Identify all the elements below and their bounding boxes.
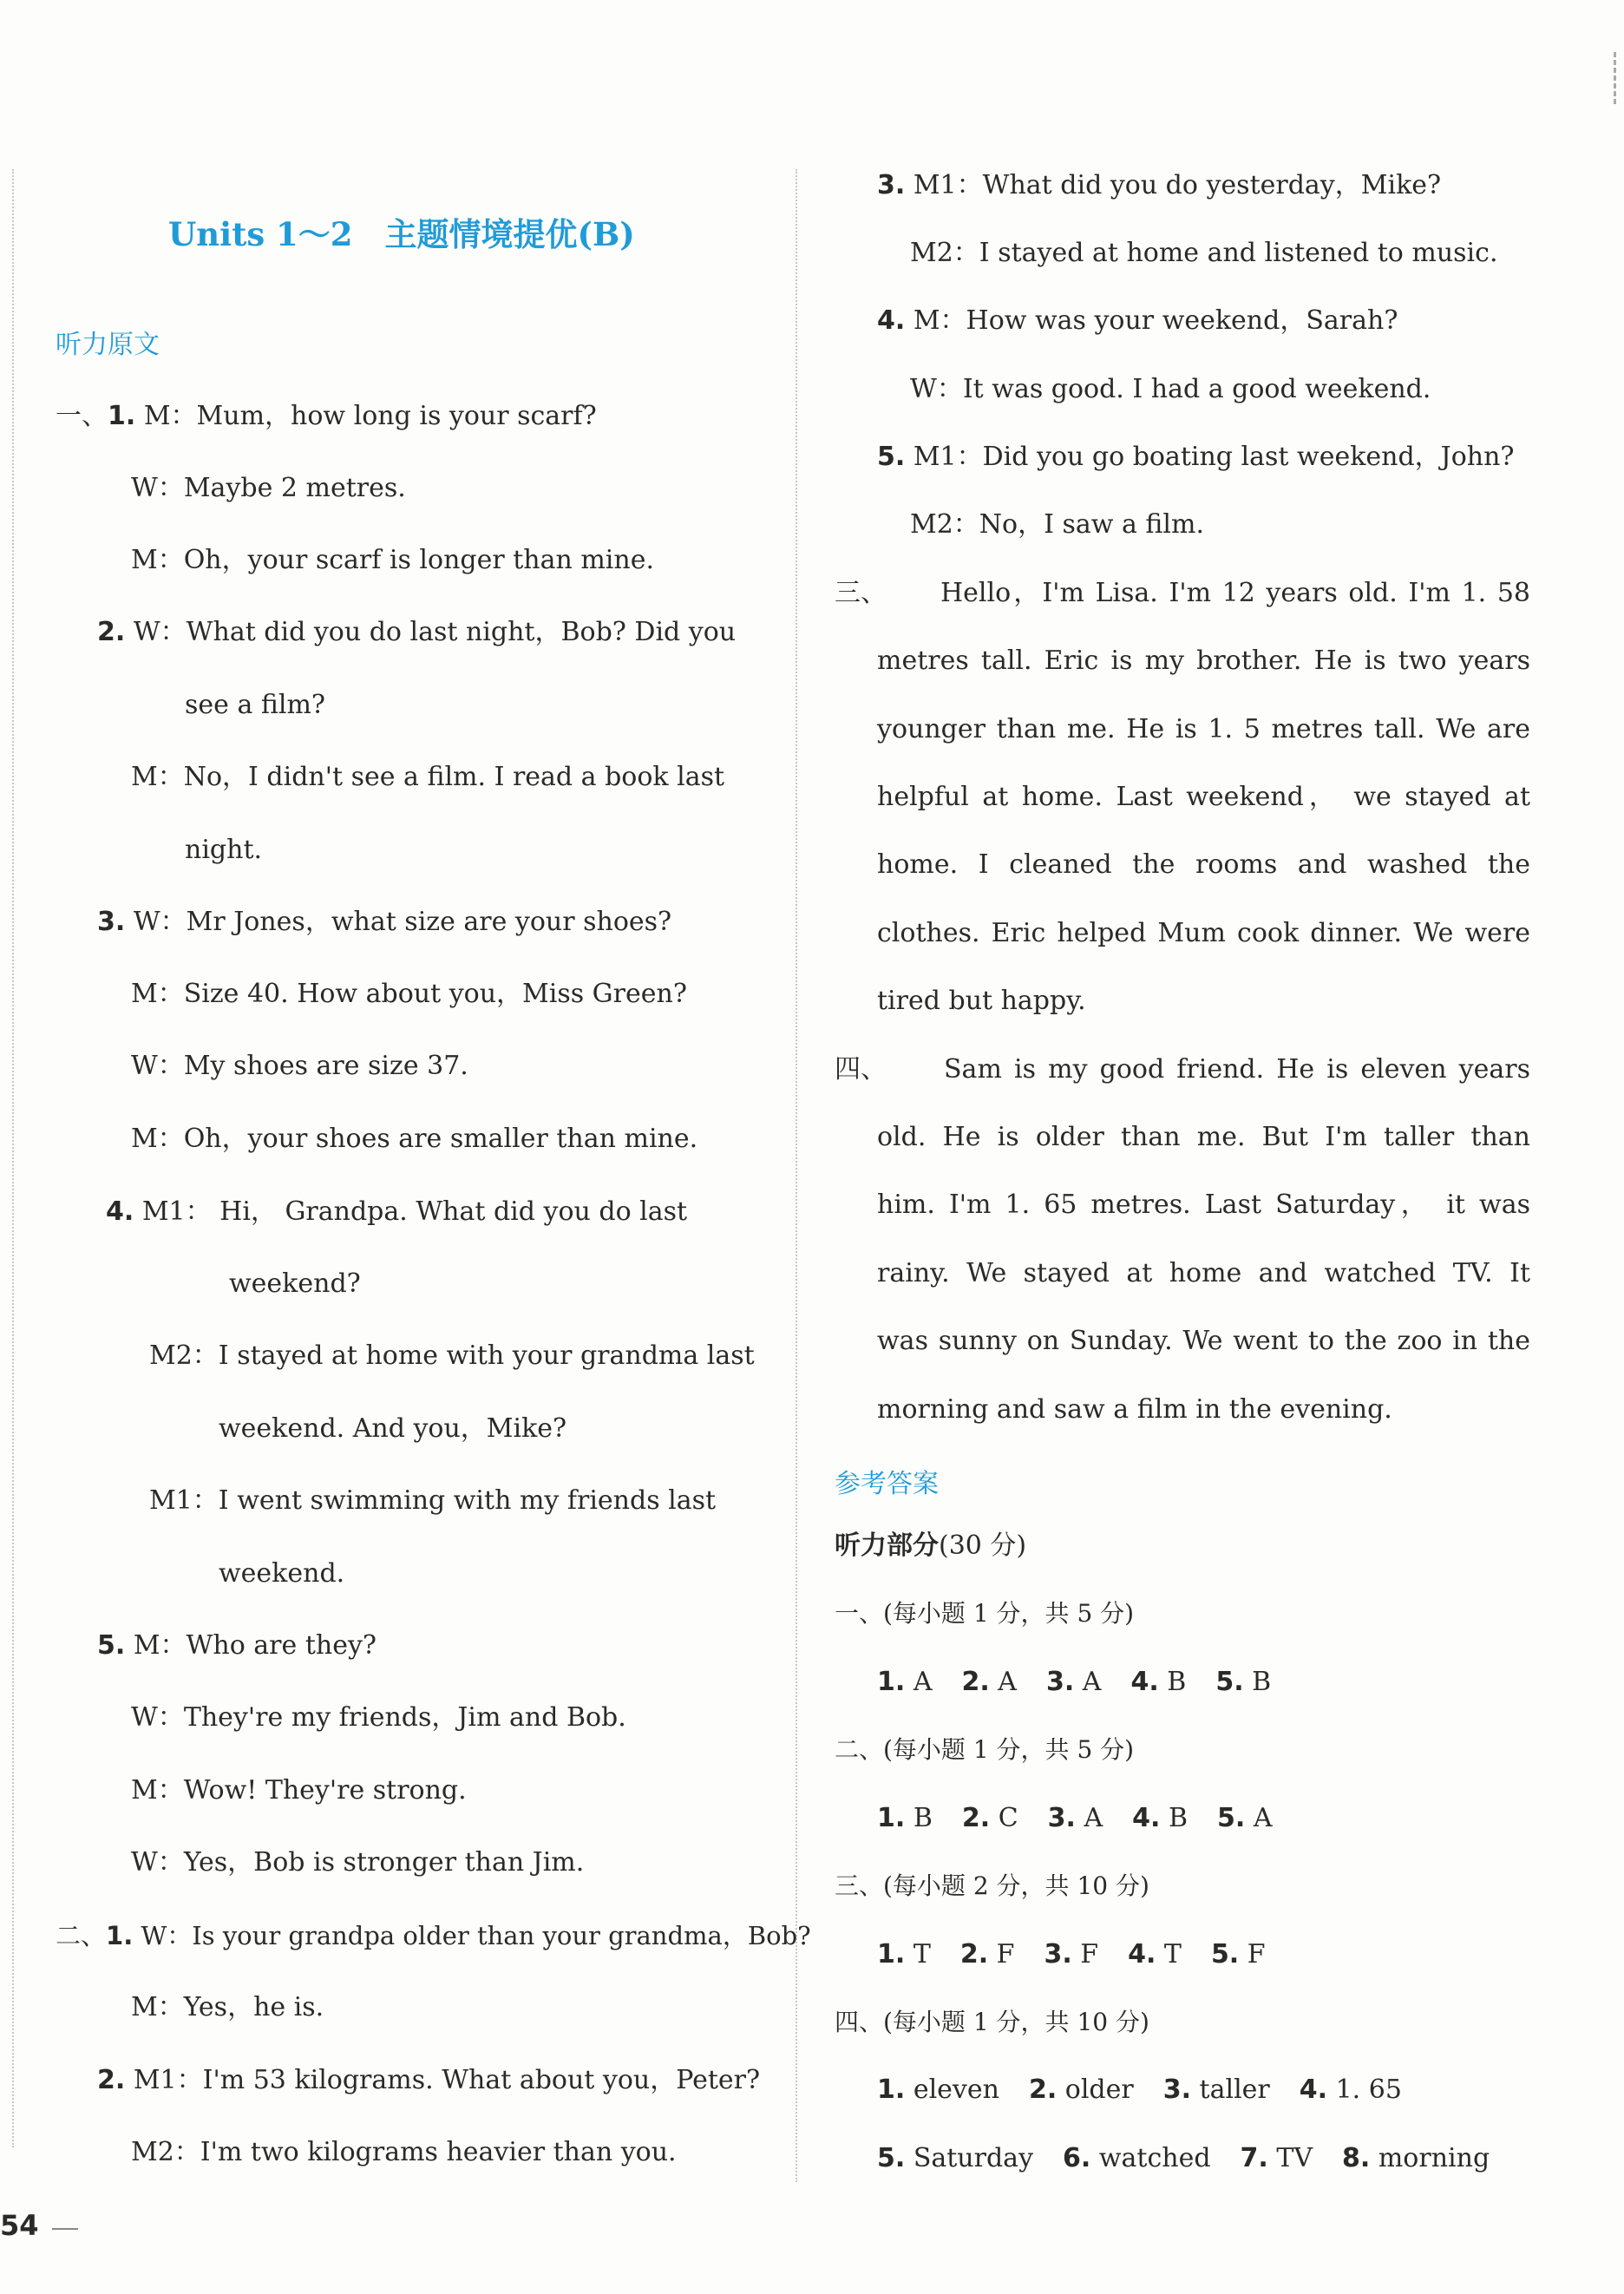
answer-value: morning: [1370, 2143, 1490, 2173]
top-right-marks: [1614, 52, 1619, 104]
answer-value: taller: [1191, 2074, 1270, 2105]
answer-value: C: [990, 1803, 1018, 1833]
answer-value: A: [1074, 1667, 1102, 1697]
answer-number: 3.: [1044, 1939, 1072, 1970]
answer-number: 2.: [959, 1939, 989, 1970]
answer-item: [1063, 2143, 1211, 2174]
answer-value: B: [1243, 1667, 1272, 1697]
answer-item: [1241, 2143, 1313, 2174]
transcript-line: W：Yes，Bob is stronger than Jim.: [131, 1847, 585, 1878]
transcript-line: see a film?: [185, 690, 325, 720]
answer-value: A: [1245, 1803, 1273, 1833]
answer-item: [1217, 1803, 1272, 1834]
answer-item: [1211, 1939, 1266, 1970]
answer-number: 8.: [1342, 2143, 1371, 2173]
answer-number: 1.: [877, 1939, 906, 1970]
answer-item: [1046, 1667, 1101, 1698]
transcript-line: 5. M：Who are they?: [97, 1630, 377, 1661]
answer-item: [962, 1803, 1018, 1834]
transcript-line: M：Yes，he is.: [131, 1992, 324, 2022]
answer-value: F: [988, 1939, 1015, 1970]
transcript-line: night.: [185, 835, 263, 865]
paragraph-line: home. I cleaned the rooms and washed the: [877, 849, 1530, 880]
paragraph-line: was sunny on Sunday. We went to the zoo in the: [877, 1326, 1530, 1356]
transcript-line: 3. M1：What did you do yesterday，Mike?: [877, 170, 1442, 200]
answer-item: [1342, 2143, 1490, 2174]
page-title: Units 1～2 主题情境提优(B): [168, 215, 635, 253]
answer-row: [877, 1803, 1302, 1834]
part-marker: 三、: [835, 578, 887, 608]
answer-value: 1. 65: [1327, 2074, 1402, 2105]
answer-number: 4.: [1299, 2074, 1328, 2105]
answer-heading: 四、(每小题 1 分，共 10 分): [835, 2008, 1149, 2036]
transcript-line: M：Size 40. How about you，Miss Green?: [131, 979, 687, 1009]
paragraph-line: rainy. We stayed at home and watched TV. It: [877, 1258, 1530, 1288]
paragraph-line: tired but happy.: [877, 986, 1086, 1016]
transcript-line: W：They're my friends，Jim and Bob.: [131, 1702, 626, 1733]
answer-number: 3.: [1162, 2074, 1192, 2105]
answer-item: [1044, 1939, 1098, 1970]
answer-number: 1.: [877, 1803, 906, 1833]
transcript-line: W：Maybe 2 metres.: [131, 473, 406, 503]
answer-item: [1132, 1803, 1188, 1834]
transcript-line: M1：I went swimming with my friends last: [149, 1485, 717, 1516]
transcript-line: M2：I'm two kilograms heavier than you.: [131, 2137, 677, 2167]
answer-heading: 三、(每小题 2 分，共 10 分): [835, 1871, 1149, 1900]
answer-number: 7.: [1240, 2143, 1268, 2173]
part-marker: 四、: [835, 1054, 887, 1085]
paragraph-line: him. I'm 1. 65 metres. Last Saturday， it was: [877, 1190, 1530, 1220]
paragraph-line: Hello，I'm Lisa. I'm 12 years old. I'm 1. 58: [940, 578, 1530, 608]
answer-number: 1.: [877, 2074, 906, 2105]
listening-heading: 听力部分(30 分): [835, 1530, 1027, 1561]
transcript-line: M2：I stayed at home with your grandma last: [149, 1340, 755, 1371]
answer-value: A: [905, 1667, 933, 1697]
transcript-line: 一、1. M：Mum，how long is your scarf?: [56, 401, 597, 431]
answer-item: [877, 1667, 932, 1698]
answer-value: A: [989, 1667, 1017, 1697]
answer-item: [1300, 2074, 1402, 2106]
left-margin-rule: [12, 169, 14, 2147]
answer-item: [877, 2074, 999, 2106]
transcript-line: weekend.: [219, 1558, 345, 1589]
answer-value: TV: [1267, 2143, 1313, 2173]
answer-item: [1048, 1803, 1103, 1834]
answer-value: watched: [1090, 2143, 1211, 2173]
transcript-line: M：No，I didn't see a film. I read a book last: [131, 762, 725, 792]
answer-item: [960, 1939, 1015, 1970]
transcript-heading: 听力原文: [56, 330, 160, 360]
answer-item: [877, 2143, 1033, 2174]
answer-value: T: [905, 1939, 931, 1970]
answer-number: 4.: [1132, 1803, 1161, 1833]
paragraph-line: younger than me. He is 1. 5 metres tall. We are: [877, 714, 1530, 744]
answer-value: B: [905, 1803, 933, 1833]
answer-number: 3.: [1045, 1667, 1075, 1697]
transcript-line: M：Oh，your scarf is longer than mine.: [131, 545, 655, 575]
answer-number: 2.: [961, 1667, 990, 1697]
transcript-line: M：Oh，your shoes are smaller than mine.: [131, 1124, 698, 1154]
answer-item: [1029, 2074, 1134, 2106]
answer-value: B: [1158, 1667, 1187, 1697]
answer-item: [1130, 1667, 1186, 1698]
answer-item: [961, 1667, 1016, 1698]
answer-item: [877, 1803, 933, 1834]
transcript-line: 2. W：What did you do last night，Bob? Did you: [97, 617, 737, 647]
transcript-line: 4. M：How was your weekend，Sarah?: [877, 305, 1398, 336]
answer-number: 5.: [1217, 1803, 1246, 1833]
transcript-line: 4. M1： Hi， Grandpa. What did you do last: [106, 1196, 688, 1227]
answer-number: 3.: [1047, 1803, 1076, 1833]
answer-value: older: [1057, 2074, 1134, 2105]
answer-number: 2.: [1028, 2074, 1058, 2105]
answer-number: 5.: [877, 2143, 906, 2173]
transcript-line: 2. M1：I'm 53 kilograms. What about you，Peter?: [97, 2065, 761, 2095]
answer-number: 4.: [1130, 1667, 1159, 1697]
paragraph-line: metres tall. Eric is my brother. He is two years: [877, 646, 1530, 676]
answer-value: T: [1156, 1939, 1182, 1970]
answer-row: [877, 2143, 1519, 2174]
part-marker: 二、: [56, 1921, 107, 1950]
paragraph-line: clothes. Eric helped Mum cook dinner. We were: [877, 918, 1530, 948]
answer-row: [877, 1939, 1295, 1970]
answer-value: B: [1160, 1803, 1189, 1833]
transcript-line: M：Wow! They're strong.: [131, 1775, 467, 1806]
column-divider: [796, 169, 797, 2182]
paragraph-line: morning and saw a film in the evening.: [877, 1394, 1392, 1425]
answer-number: 6.: [1063, 2143, 1091, 2173]
page-number-rule: [52, 2228, 78, 2230]
answer-item: [1128, 1939, 1182, 1970]
part-marker: 一、: [56, 401, 108, 431]
answer-number: 1.: [877, 1667, 906, 1697]
transcript-line: weekend?: [229, 1268, 361, 1299]
transcript-line: 5. M1：Did you go boating last weekend，John?: [877, 442, 1515, 472]
answer-row: [877, 1667, 1300, 1698]
transcript-line: M2：No，I saw a film.: [910, 509, 1205, 540]
answer-value: Saturday: [905, 2143, 1034, 2173]
answer-item: [1215, 1667, 1271, 1698]
transcript-line: 二、1. W：Is your grandpa older than your grandma，Bob?: [56, 1921, 811, 1950]
answer-value: eleven: [905, 2074, 999, 2105]
transcript-line: 3. W：Mr Jones，what size are your shoes?: [97, 907, 672, 937]
answer-number: 5.: [1210, 1939, 1240, 1970]
answer-heading: 一、(每小题 1 分，共 5 分): [835, 1599, 1135, 1628]
paragraph-line: helpful at home. Last weekend， we stayed at: [877, 782, 1530, 812]
answer-value: F: [1239, 1939, 1266, 1970]
answer-item: [1163, 2074, 1270, 2106]
transcript-line: M2：I stayed at home and listened to music.: [910, 238, 1498, 268]
answer-value: F: [1071, 1939, 1099, 1970]
answers-heading: 参考答案: [835, 1469, 939, 1499]
answer-heading: 二、(每小题 1 分，共 5 分): [835, 1735, 1135, 1764]
transcript-line: weekend. And you，Mike?: [219, 1413, 567, 1444]
answer-number: 5.: [1215, 1667, 1244, 1697]
answer-row: [877, 2074, 1431, 2106]
answer-item: [877, 1939, 931, 1970]
answer-value: A: [1075, 1803, 1103, 1833]
answer-number: 2.: [961, 1803, 991, 1833]
page-number: 54: [0, 2209, 39, 2242]
paragraph-line: old. He is older than me. But I'm taller than: [877, 1122, 1530, 1152]
transcript-line: W：My shoes are size 37.: [131, 1051, 468, 1081]
paragraph-line: Sam is my good friend. He is eleven years: [944, 1054, 1530, 1085]
answer-number: 4.: [1128, 1939, 1156, 1970]
transcript-line: W：It was good. I had a good weekend.: [910, 374, 1431, 404]
